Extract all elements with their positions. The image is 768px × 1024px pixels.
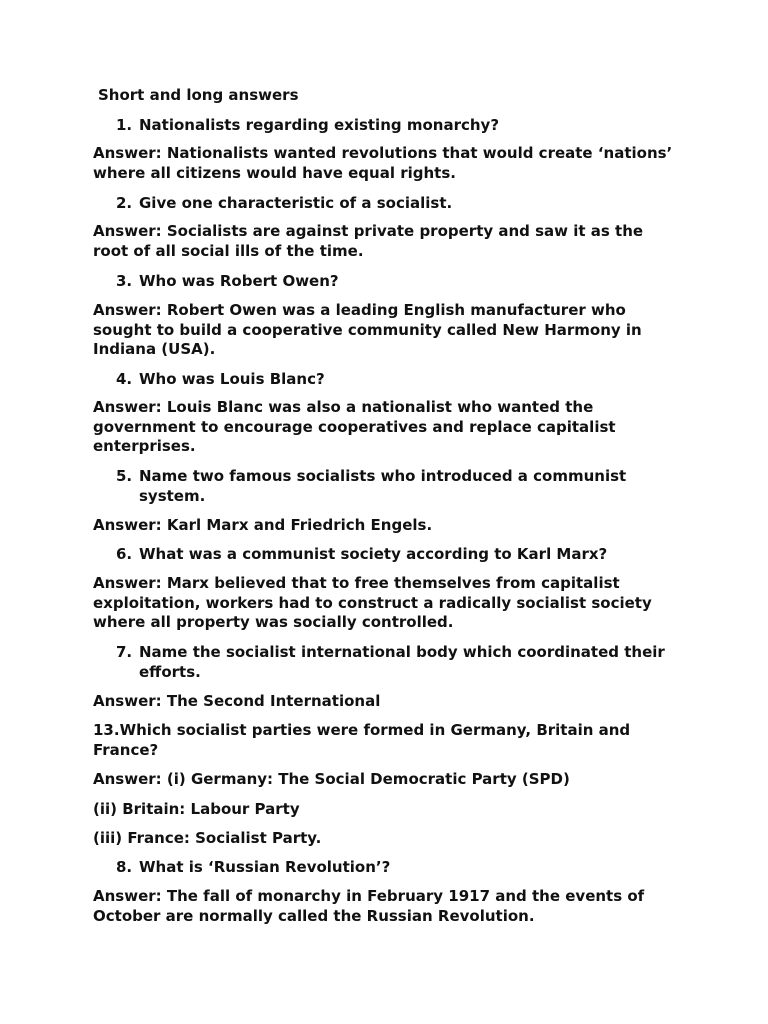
question-7 (116, 643, 676, 682)
answer-6: Answer: Marx believed that to free themselves from capitalist exploitation, workers had to construct a radically socialist society where all property was socially controlled. (93, 574, 652, 632)
question-number: 3. (116, 272, 133, 290)
answer-13-britain: (ii) Britain: Labour Party (93, 800, 300, 818)
question-4 (116, 370, 676, 390)
answer-3: Answer: Robert Owen was a leading English manufacturer who sought to build a cooperative community called New Harmony in Indiana (USA). (93, 301, 642, 359)
document-heading: Short and long answers (98, 86, 299, 104)
question-number: 4. (116, 370, 133, 388)
question-number: 1. (116, 116, 133, 134)
question-number: 5. (116, 467, 133, 485)
question-number: 7. (116, 643, 133, 661)
question-5 (116, 467, 676, 506)
answer-2: Answer: Socialists are against private property and saw it as the root of all social ills of the time. (93, 222, 644, 260)
question-text: What is ‘Russian Revolution’? (139, 858, 391, 876)
question-1 (116, 116, 676, 136)
answer-5: Answer: Karl Marx and Friedrich Engels. (93, 516, 433, 534)
question-text: Name the socialist international body which coordinated their efforts. (139, 643, 665, 681)
question-13: 13.Which socialist parties were formed in Germany, Britain and France? (93, 721, 631, 759)
question-text: Name two famous socialists who introduced a communist system. (139, 467, 627, 505)
question-text: Who was Louis Blanc? (139, 370, 325, 388)
question-number: 2. (116, 194, 133, 212)
question-text: Nationalists regarding existing monarchy? (139, 116, 500, 134)
answer-13-germany: Answer: (i) Germany: The Social Democratic Party (SPD) (93, 770, 570, 788)
question-number: 8. (116, 858, 133, 876)
question-8 (116, 858, 676, 878)
answer-1: Answer: Nationalists wanted revolutions that would create ‘nations’ where all citizens would have equal rights. (93, 144, 673, 182)
answer-7: Answer: The Second International (93, 692, 381, 710)
answer-4: Answer: Louis Blanc was also a nationalist who wanted the government to encourage cooperatives and replace capitalist enterprises. (93, 398, 616, 456)
question-text: Give one characteristic of a socialist. (139, 194, 453, 212)
question-text: What was a communist society according to Karl Marx? (139, 545, 608, 563)
question-number: 6. (116, 545, 133, 563)
answer-13-france: (iii) France: Socialist Party. (93, 829, 322, 847)
question-text: Who was Robert Owen? (139, 272, 339, 290)
answer-8: Answer: The fall of monarchy in February 1917 and the events of October are normally called the Russian Revolution. (93, 887, 645, 925)
question-2 (116, 194, 676, 214)
question-3 (116, 272, 676, 292)
question-6 (116, 545, 676, 565)
